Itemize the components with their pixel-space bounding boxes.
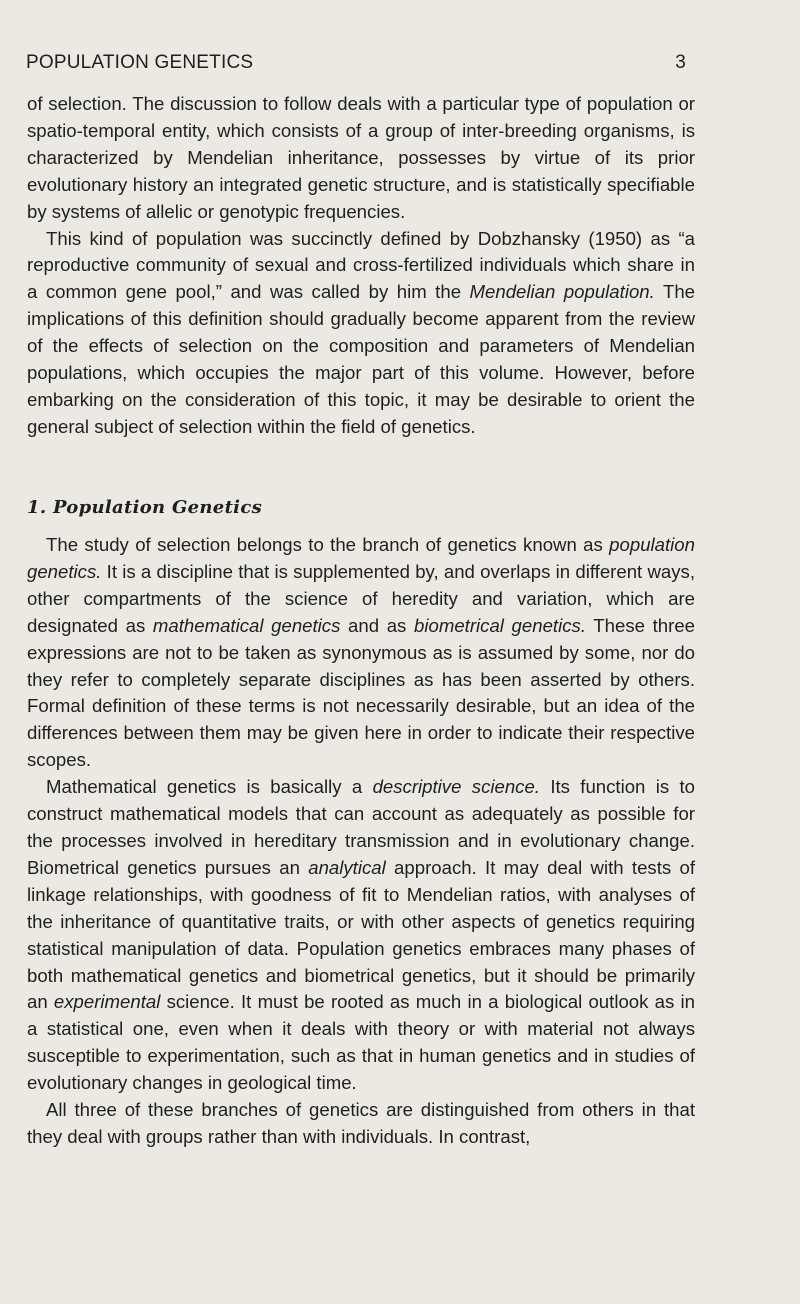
italic-term: Mendelian population. [469, 281, 655, 303]
italic-term: biometrical genetics. [414, 614, 586, 636]
italic-term: experimental [53, 991, 161, 1013]
italic-term: descriptive science. [372, 776, 540, 798]
paragraph-text: approach. It may deal with tests of linkage relationships, with goodness of fit to Mendelian ratios, with analyses of the inheritance of quantitative traits, or with other aspects of genetics requiring statistical manipulation of data. Population genetics embraces many phases of both mathematical genetics and biometrical genetics, but it should be primarily an [27, 856, 695, 1013]
paragraph-text: Its function is to construct mathematical models that can account as adequately as possible for the processes involved in hereditary transmission and in evolutionary change. Biometrical genetics pursues an [27, 776, 695, 878]
text-block-top [27, 91, 695, 441]
paragraph-text: This kind of population was succinctly defined by Dobzhansky (1950) as “a reproductive community of sexual and cross-fertilized individuals which share in a common gene pool,” and was called by him the [27, 227, 695, 303]
paragraph-mendelian-population [27, 226, 695, 441]
running-head-title: POPULATION GENETICS [26, 52, 254, 73]
paragraph-text: It is a discipline that is supplemented by, and overlaps in different ways, other compartments of the science of heredity and variation, which are designated as [27, 560, 695, 636]
paragraph-population-genetics [27, 532, 695, 774]
paragraph-text: The study of selection belongs to the branch of genetics known as [46, 534, 610, 555]
italic-term: population genetics. [27, 534, 695, 582]
italic-term: analytical [308, 856, 386, 878]
page-number: 3 [675, 52, 686, 73]
paragraph-text: science. It must be rooted as much in a biological outlook as in a statistical one, even when it deals with theory or with material not always susceptible to experimentation, such as that in human genetics and in studies of evolutionary changes in geological time. [27, 991, 695, 1094]
paragraph-text: All three of these branches of genetics are distinguished from others in that they deal with groups rather than with individuals. In contrast, [27, 1099, 695, 1147]
section-heading: 1. Population Genetics [27, 497, 263, 518]
paragraph-text: These three expressions are not to be taken as synonymous as is assumed by some, nor do they refer to completely separate disciplines as has been asserted by others. Formal definition of these terms is not necessarily desirable, but an idea of the differences between them may be given here in order to indicate their respective scopes. [27, 614, 695, 771]
text-block-main [27, 532, 695, 1151]
paragraph-text: of selection. The discussion to follow deals with a particular type of population or spatio-temporal entity, which consists of a group of inter-breeding organisms, is characterized by Mendelian inheritance, possesses by virtue of its prior evolutionary history an integrated genetic structure, and is statistically specifiable by systems of allelic or genotypic frequencies. [27, 93, 695, 222]
paragraph-mathematical-genetics [27, 774, 695, 1097]
italic-term: mathematical genetics [152, 614, 341, 636]
paragraph-text: Mathematical genetics is basically a [46, 776, 373, 798]
paragraph-all-three-branches [27, 1097, 695, 1151]
running-head [26, 52, 686, 74]
paragraph-text: and as [340, 614, 415, 636]
paragraph-continuation [27, 91, 695, 226]
paragraph-text: The implications of this definition should gradually become apparent from the review of the effects of selection on the composition and parameters of Mendelian populations, which occupies the major part of this volume. However, before embarking on the consideration of this topic, it may be desirable to orient the general subject of selection within the field of genetics. [27, 281, 696, 437]
